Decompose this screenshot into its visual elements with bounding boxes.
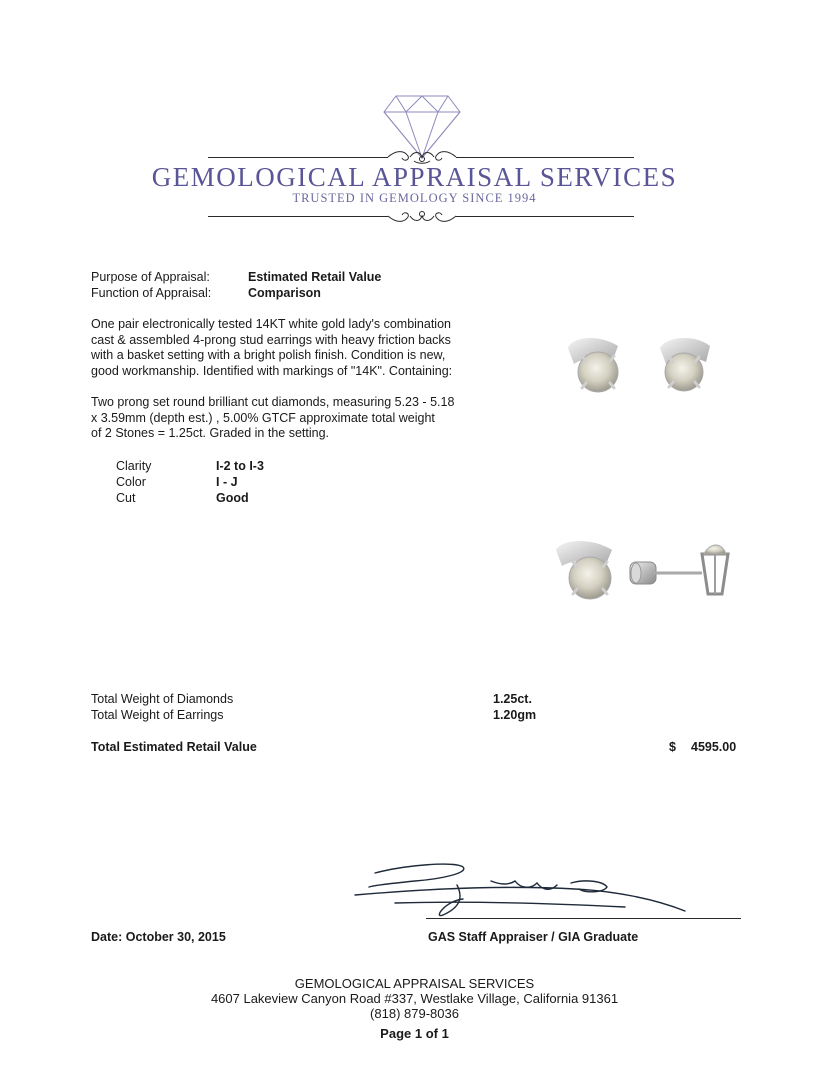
total-retail-value-label: Total Estimated Retail Value	[91, 740, 257, 754]
signature-line	[426, 918, 741, 919]
purpose-label: Purpose of Appraisal:	[91, 270, 210, 284]
cut-value: Good	[216, 491, 249, 505]
company-tagline: TRUSTED IN GEMOLOGY SINCE 1994	[292, 191, 537, 205]
total-diamond-weight-value: 1.25ct.	[493, 692, 532, 706]
description-line: with a basket setting with a bright polish finish. Condition is new,	[91, 348, 446, 362]
header-rule-top-left	[208, 157, 388, 158]
scroll-ornament-icon	[386, 207, 458, 225]
appraisal-date: Date: October 30, 2015	[91, 930, 226, 944]
diamond-description	[91, 395, 454, 442]
total-retail-value: 4595.00	[691, 740, 737, 754]
purpose-value: Estimated Retail Value	[248, 270, 382, 284]
earring-side-photo	[552, 532, 742, 612]
diamond-line: x 3.59mm (depth est.) , 5.00% GTCF approximate total weight	[91, 410, 435, 425]
description-line: One pair electronically tested 14KT white gold lady's combination	[91, 317, 451, 331]
total-diamond-weight-label: Total Weight of Diamonds	[91, 692, 234, 706]
description-line: good workmanship. Identified with markings of "14K". Containing:	[91, 363, 453, 378]
total-earring-weight-value: 1.20gm	[493, 708, 537, 722]
color-label: Color	[116, 475, 146, 489]
diamond-line: of 2 Stones = 1.25ct. Graded in the setting.	[91, 426, 330, 440]
diamond-line: Two prong set round brilliant cut diamonds, measuring 5.23 - 5.18	[91, 395, 455, 409]
header-rule-bottom-left	[208, 216, 388, 217]
clarity-label: Clarity	[116, 459, 152, 473]
description-line: cast & assembled 4-prong stud earrings with heavy friction backs	[91, 332, 451, 347]
clarity-value: I-2 to I-3	[216, 459, 264, 473]
appraiser-signature	[345, 855, 695, 925]
item-description	[91, 317, 452, 379]
function-label: Function of Appraisal:	[91, 286, 212, 300]
color-value: I - J	[216, 475, 238, 489]
total-earring-weight-label: Total Weight of Earrings	[91, 708, 224, 722]
function-value: Comparison	[248, 286, 321, 300]
header-rule-top-right	[456, 157, 634, 158]
header-rule-bottom-right	[456, 216, 634, 217]
footer-company: GEMOLOGICAL APPRAISAL SERVICES	[294, 976, 535, 991]
cut-label: Cut	[116, 491, 136, 505]
earring-front-photo	[560, 328, 720, 408]
appraiser-title: GAS Staff Appraiser / GIA Graduate	[428, 930, 639, 944]
footer-phone: (818) 879-8036	[370, 1006, 459, 1021]
footer-address: 4607 Lakeview Canyon Road #337, Westlake Village, California 91361	[210, 991, 619, 1006]
page-number: Page 1 of 1	[380, 1026, 449, 1041]
currency-symbol: $	[669, 740, 676, 754]
company-name: GEMOLOGICAL APPRAISAL SERVICES	[151, 162, 678, 192]
